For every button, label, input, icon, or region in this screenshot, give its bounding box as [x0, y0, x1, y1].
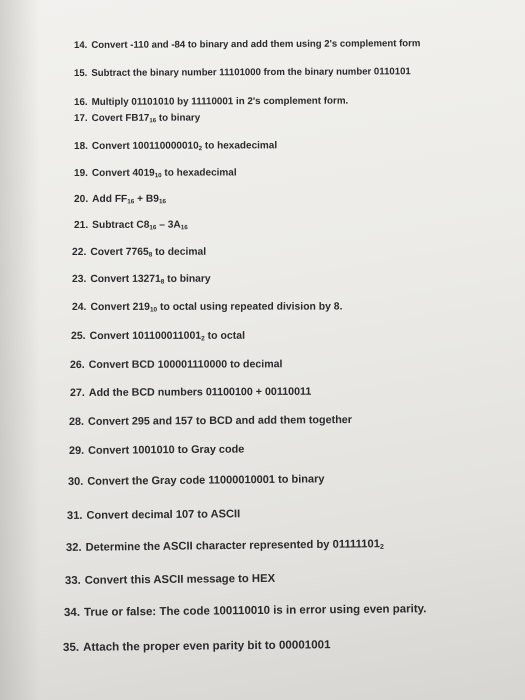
question-text-segment: to octal	[204, 329, 246, 342]
question-item	[68, 473, 325, 488]
question-text-segment: Attach the proper even parity bit to 00001001	[83, 638, 331, 654]
question-item	[74, 113, 200, 124]
question-text-segment: Covert 7765	[90, 246, 149, 258]
question-text-segment: Convert 100110000010	[91, 140, 199, 152]
question-number: 33.	[64, 575, 81, 588]
question-number: 22.	[71, 246, 87, 258]
question-item	[74, 140, 277, 152]
question-item	[63, 638, 331, 654]
question-text-segment: to hexadecimal	[202, 140, 278, 152]
question-number: 29.	[68, 444, 85, 457]
question-number: 14.	[73, 40, 88, 52]
question-number: 23.	[71, 273, 87, 285]
question-item	[74, 167, 237, 179]
question-text	[88, 414, 352, 428]
question-number: 32.	[65, 542, 82, 555]
question-text	[90, 274, 210, 285]
question-item	[72, 247, 206, 258]
base-subscript: 2	[198, 145, 203, 153]
question-text	[91, 66, 410, 79]
question-item	[74, 66, 411, 79]
question-text	[92, 113, 201, 124]
base-subscript: 16	[158, 198, 166, 206]
question-text	[87, 473, 324, 487]
question-item	[74, 38, 420, 51]
question-text-segment: Convert 13271	[90, 273, 161, 285]
question-text-segment: Convert BCD 100001110000 to decimal	[88, 357, 283, 371]
question-text-segment: – 3A	[156, 219, 181, 231]
question-item	[74, 219, 188, 230]
question-number: 16.	[73, 97, 88, 109]
question-item	[72, 301, 342, 312]
question-text	[89, 385, 312, 398]
base-subscript: 2	[379, 544, 384, 552]
question-item	[66, 539, 384, 555]
page-shadow	[0, 0, 40, 700]
base-subscript: 10	[154, 172, 162, 180]
question-item	[71, 329, 245, 341]
question-text-segment: Convert 101100011001	[89, 329, 202, 342]
question-number: 31.	[66, 510, 83, 523]
base-subscript: 16	[180, 224, 188, 232]
question-text-segment: to decimal	[152, 246, 207, 258]
question-text-segment: Subtract the binary number 11101000 from the binary number 0110101	[91, 66, 411, 80]
question-text	[92, 194, 166, 205]
question-item	[69, 443, 244, 457]
question-text	[90, 301, 342, 312]
question-text	[90, 329, 245, 341]
question-item	[70, 385, 311, 398]
question-text-segment: Convert 295 and 157 to BCD and add them together	[87, 413, 353, 428]
question-text	[88, 443, 244, 456]
question-item	[67, 509, 240, 523]
question-text	[92, 96, 349, 108]
question-text-segment: to binary	[164, 273, 211, 285]
question-number: 30.	[67, 475, 84, 488]
question-text	[92, 140, 277, 152]
question-item	[74, 194, 166, 205]
question-text-segment: Convert 219	[90, 301, 150, 313]
question-item	[64, 603, 426, 619]
question-text	[85, 573, 276, 587]
question-item	[65, 573, 275, 587]
question-number: 34.	[63, 607, 81, 620]
question-number: 20.	[73, 193, 89, 205]
question-text	[84, 603, 426, 619]
question-number: 17.	[73, 113, 88, 125]
question-item	[72, 274, 211, 285]
question-text-segment: Convert 4019	[91, 167, 155, 179]
question-text-segment: Convert decimal 107 to ASCII	[86, 508, 241, 523]
question-text-segment: + B9	[134, 193, 159, 205]
question-text-segment: Determine the ASCII character represented by 01111101	[85, 538, 380, 555]
base-subscript: 16	[149, 118, 157, 125]
question-text-segment: Subtract C8	[92, 219, 150, 231]
base-subscript: 8	[148, 251, 153, 259]
question-text-segment: to octal using repeated division by 8.	[157, 301, 343, 313]
base-subscript: 16	[149, 224, 157, 232]
question-text-segment: Multiply 01101010 by 11110001 in 2's complement form.	[91, 95, 349, 109]
question-number: 21.	[73, 219, 89, 231]
question-number: 19.	[73, 167, 88, 179]
question-item	[74, 96, 348, 108]
question-text	[89, 358, 283, 371]
question-text	[86, 509, 240, 523]
question-number: 28.	[68, 415, 85, 428]
base-subscript: 16	[127, 198, 135, 206]
base-subscript: 2	[201, 335, 205, 343]
question-number: 26.	[69, 358, 85, 371]
question-text-segment: Add FF	[92, 193, 128, 205]
question-text-segment: Convert this ASCII message to HEX	[84, 573, 276, 588]
base-subscript: 8	[160, 278, 165, 286]
question-text-segment: True or false: The code 100110010 is in error using even parity.	[83, 603, 427, 620]
question-number: 15.	[73, 68, 88, 80]
question-text-segment: Convert the Gray code 11000010001 to binary	[87, 472, 325, 488]
question-text-segment: to hexadecimal	[161, 167, 237, 179]
question-item	[70, 358, 283, 371]
question-text-segment: to binary	[156, 112, 201, 124]
question-item	[69, 414, 352, 428]
base-subscript: 10	[149, 306, 158, 314]
question-text	[83, 638, 331, 654]
question-text	[92, 219, 188, 230]
question-text	[90, 247, 206, 258]
question-text	[91, 38, 420, 51]
question-number: 24.	[71, 301, 87, 313]
question-number: 18.	[73, 140, 88, 152]
question-text	[85, 539, 383, 555]
question-number: 27.	[69, 386, 85, 399]
question-text-segment: Covert FB17	[91, 112, 150, 125]
question-number: 35.	[62, 641, 80, 655]
question-number: 25.	[70, 329, 86, 342]
question-text-segment: Convert -110 and -84 to binary and add them using 2's complement form	[91, 38, 421, 52]
question-text-segment: Convert 1001010 to Gray code	[88, 443, 245, 457]
question-text-segment: Add the BCD numbers 01100100 + 00110011	[88, 385, 312, 399]
question-text	[92, 167, 237, 179]
